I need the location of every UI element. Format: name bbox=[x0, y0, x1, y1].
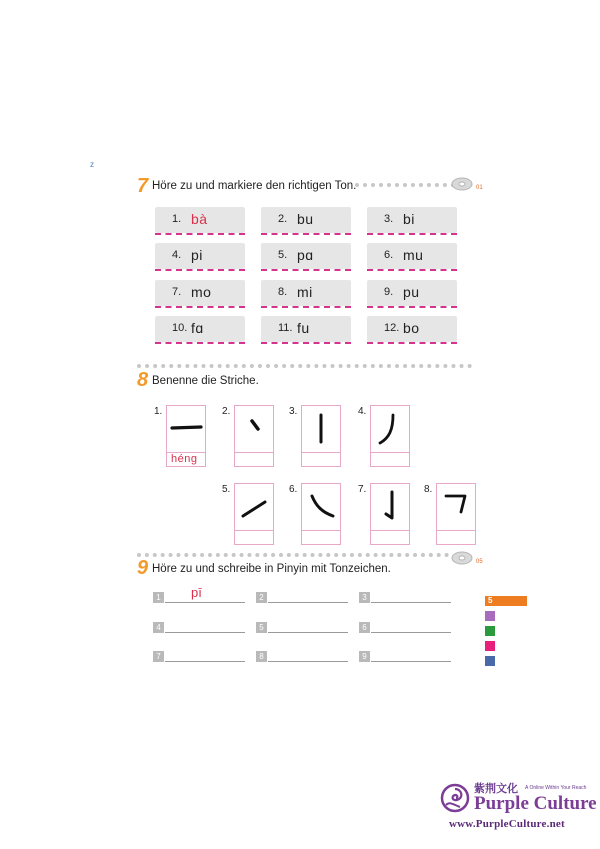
audio-cd-icon[interactable] bbox=[450, 550, 486, 566]
pinyin-answer-line[interactable] bbox=[165, 632, 245, 633]
answer-dashed-line bbox=[155, 269, 245, 271]
tone-item-syllable: fu bbox=[297, 320, 310, 336]
horizontal-stroke-glyph bbox=[167, 406, 205, 452]
dotted-rule bbox=[355, 183, 455, 187]
tone-item-number: 5. bbox=[278, 249, 288, 261]
tone-item-syllable: mo bbox=[191, 284, 212, 300]
pinyin-answer-line[interactable] bbox=[165, 602, 245, 603]
tone-item-syllable: fɑ bbox=[191, 320, 204, 336]
left-falling-stroke-glyph bbox=[371, 406, 409, 452]
tone-item[interactable] bbox=[367, 316, 457, 342]
pinyin-item-number: 9 bbox=[359, 651, 370, 662]
answer-dashed-line bbox=[261, 306, 351, 308]
tone-item-number: 11. bbox=[278, 322, 293, 334]
tone-item[interactable] bbox=[155, 280, 245, 306]
stroke-number: 1. bbox=[154, 406, 163, 417]
tone-item[interactable] bbox=[155, 207, 245, 233]
tone-item[interactable] bbox=[261, 207, 351, 233]
answer-dashed-line bbox=[155, 306, 245, 308]
stroke-answer-field[interactable] bbox=[166, 452, 206, 467]
chapter-tab[interactable] bbox=[485, 611, 495, 621]
pinyin-item-number: 8 bbox=[256, 651, 267, 662]
stroke-number: 2. bbox=[222, 406, 231, 417]
answer-dashed-line bbox=[367, 306, 457, 308]
pinyin-answer-line[interactable] bbox=[371, 632, 451, 633]
pinyin-answer-line[interactable] bbox=[371, 661, 451, 662]
stroke-number: 7. bbox=[358, 484, 367, 495]
exercise-7-number: 7 bbox=[137, 175, 149, 197]
tone-item-syllable: pu bbox=[403, 284, 420, 300]
purple-culture-logo-icon bbox=[440, 783, 470, 813]
stroke-box bbox=[370, 483, 410, 531]
dotted-rule bbox=[137, 553, 449, 557]
stroke-box bbox=[234, 483, 274, 531]
stroke-box bbox=[370, 405, 410, 453]
stroke-box bbox=[234, 405, 274, 453]
exercise-9-number: 9 bbox=[137, 557, 149, 579]
pinyin-answer-text: pī bbox=[191, 585, 202, 600]
tone-item-syllable: bi bbox=[403, 211, 415, 227]
tone-item[interactable] bbox=[261, 280, 351, 306]
tone-item-syllable: mi bbox=[297, 284, 313, 300]
pinyin-item-number: 2 bbox=[256, 592, 267, 603]
exercise-8-number: 8 bbox=[137, 369, 149, 391]
answer-dashed-line bbox=[367, 342, 457, 344]
stroke-answer-field[interactable] bbox=[301, 452, 341, 467]
right-falling-stroke-glyph bbox=[302, 484, 340, 530]
exercise-9-title: Höre zu und schreibe in Pinyin mit Tonzeichen. bbox=[152, 563, 391, 575]
pinyin-item-number: 5 bbox=[256, 622, 267, 633]
stroke-box bbox=[166, 405, 206, 453]
pinyin-item-number: 3 bbox=[359, 592, 370, 603]
chapter-tab-label: 5 bbox=[488, 596, 493, 605]
stroke-answer-field[interactable] bbox=[370, 452, 410, 467]
tone-item[interactable] bbox=[155, 243, 245, 269]
corner-mark: z bbox=[90, 160, 94, 169]
tone-item-number: 9. bbox=[384, 286, 394, 298]
exercise-8-title: Benenne die Striche. bbox=[152, 375, 259, 387]
stroke-answer-field[interactable] bbox=[234, 452, 274, 467]
tone-item-syllable: bà bbox=[191, 211, 208, 227]
stroke-box bbox=[436, 483, 476, 531]
chapter-tab[interactable] bbox=[485, 641, 495, 651]
stroke-box bbox=[301, 483, 341, 531]
stroke-answer-field[interactable] bbox=[301, 530, 341, 545]
tone-item-syllable: mu bbox=[403, 247, 424, 263]
dot-stroke-glyph bbox=[235, 406, 273, 452]
answer-dashed-line bbox=[367, 233, 457, 235]
svg-text:01: 01 bbox=[476, 185, 483, 191]
exercise-7-title: Höre zu und markiere den richtigen Ton. bbox=[152, 180, 357, 192]
dotted-rule bbox=[137, 364, 472, 368]
tone-item-number: 10. bbox=[172, 322, 188, 334]
tone-item[interactable] bbox=[367, 207, 457, 233]
stroke-answer-field[interactable] bbox=[234, 530, 274, 545]
pinyin-answer-line[interactable] bbox=[268, 632, 348, 633]
tone-item-number: 4. bbox=[172, 249, 182, 261]
pinyin-item-number: 4 bbox=[153, 622, 164, 633]
rising-stroke-glyph bbox=[235, 484, 273, 530]
tone-item-syllable: pɑ bbox=[297, 247, 314, 263]
stroke-answer-text: héng bbox=[171, 453, 198, 465]
answer-dashed-line bbox=[155, 342, 245, 344]
tone-item-number: 8. bbox=[278, 286, 288, 298]
pinyin-item-number: 6 bbox=[359, 622, 370, 633]
tone-item[interactable] bbox=[367, 243, 457, 269]
svg-text:05: 05 bbox=[476, 559, 483, 565]
pinyin-answer-line[interactable] bbox=[371, 602, 451, 603]
tone-item-syllable: bu bbox=[297, 211, 314, 227]
logo-name: Purple Culture bbox=[474, 793, 597, 814]
chapter-tab-current[interactable] bbox=[485, 596, 527, 606]
tone-item-number: 7. bbox=[172, 286, 182, 298]
tone-item-number: 3. bbox=[384, 213, 394, 225]
chapter-tab[interactable] bbox=[485, 626, 495, 636]
stroke-number: 8. bbox=[424, 484, 433, 495]
tone-item[interactable] bbox=[367, 280, 457, 306]
audio-cd-icon[interactable] bbox=[450, 176, 486, 192]
tone-item-number: 6. bbox=[384, 249, 394, 261]
vertical-hook-stroke-glyph bbox=[371, 484, 409, 530]
stroke-number: 4. bbox=[358, 406, 367, 417]
logo-url: www.PurpleCulture.net bbox=[449, 818, 565, 830]
stroke-answer-field[interactable] bbox=[436, 530, 476, 545]
pinyin-answer-line[interactable] bbox=[268, 602, 348, 603]
tone-item[interactable] bbox=[261, 243, 351, 269]
answer-dashed-line bbox=[261, 342, 351, 344]
answer-dashed-line bbox=[261, 269, 351, 271]
pinyin-item-number: 1 bbox=[153, 592, 164, 603]
tone-item-syllable: bo bbox=[403, 320, 420, 336]
answer-dashed-line bbox=[155, 233, 245, 235]
chapter-tab[interactable] bbox=[485, 656, 495, 666]
pinyin-item-number: 7 bbox=[153, 651, 164, 662]
stroke-number: 3. bbox=[289, 406, 298, 417]
tone-item-number: 2. bbox=[278, 213, 288, 225]
stroke-box bbox=[301, 405, 341, 453]
tone-item-number: 12. bbox=[384, 322, 400, 334]
stroke-number: 6. bbox=[289, 484, 298, 495]
logo-chinese: 紫荆文化 bbox=[474, 783, 518, 795]
tone-item-syllable: pi bbox=[191, 247, 203, 263]
pinyin-answer-line[interactable] bbox=[268, 661, 348, 662]
stroke-number: 5. bbox=[222, 484, 231, 495]
answer-dashed-line bbox=[367, 269, 457, 271]
horizontal-turning-stroke-glyph bbox=[437, 484, 475, 530]
tone-item[interactable] bbox=[155, 316, 245, 342]
stroke-answer-field[interactable] bbox=[370, 530, 410, 545]
logo-tagline: A Online Within Your Reach bbox=[525, 785, 587, 791]
tone-item[interactable] bbox=[261, 316, 351, 342]
vertical-stroke-glyph bbox=[302, 406, 340, 452]
tone-item-number: 1. bbox=[172, 213, 182, 225]
answer-dashed-line bbox=[261, 233, 351, 235]
pinyin-answer-line[interactable] bbox=[165, 661, 245, 662]
